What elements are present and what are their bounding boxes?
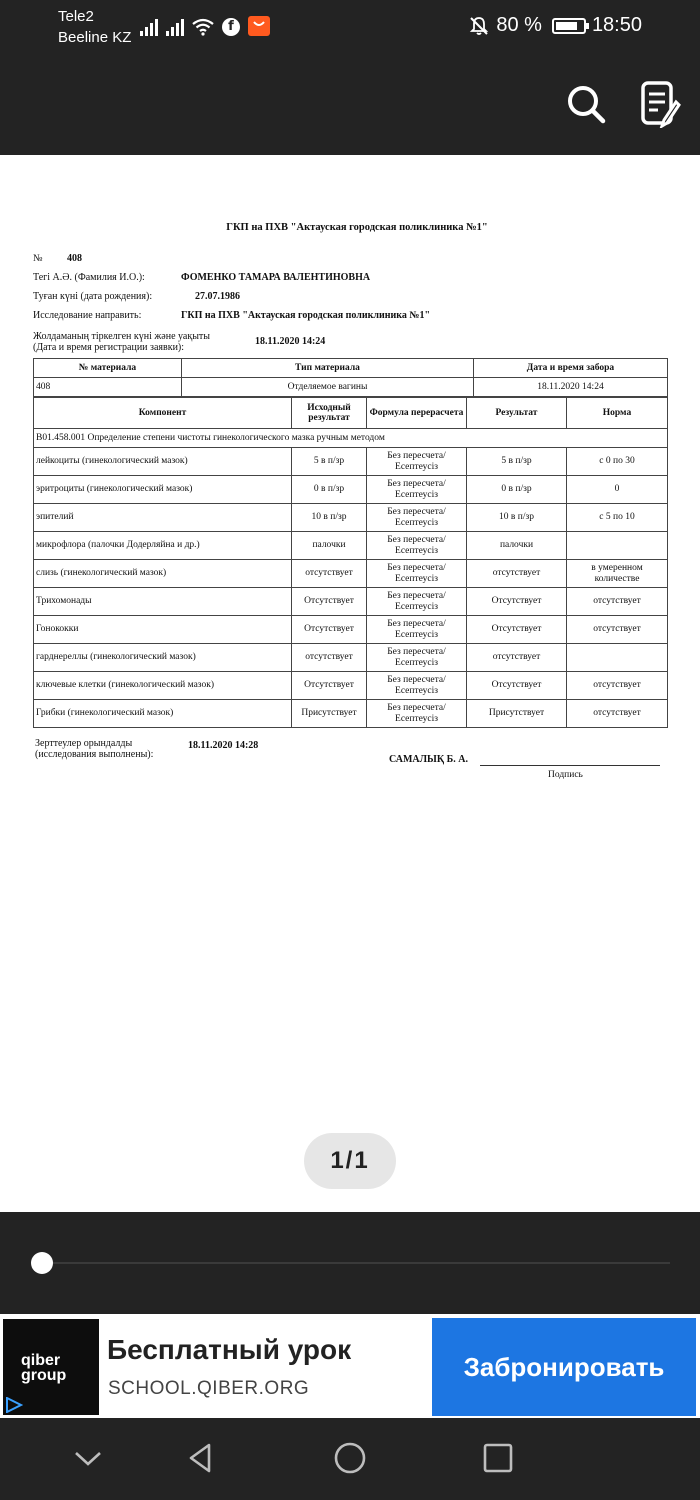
number-row [33, 253, 667, 272]
logo-line-2: group [21, 1367, 67, 1384]
clock: 18:50 [591, 14, 642, 36]
birth-row [33, 291, 667, 310]
results-header-row [34, 398, 668, 429]
material-type: Отделяемое вагины [182, 378, 474, 397]
results-header-cell: Формула перерасчета [367, 398, 467, 429]
material-header-cell: Дата и время забора [474, 359, 668, 378]
result-row [34, 448, 668, 476]
logo-text [21, 1353, 66, 1383]
scrub-track[interactable] [42, 1262, 670, 1264]
ad-title[interactable]: Бесплатный урок [107, 1334, 352, 1365]
registration-label [33, 331, 255, 353]
results-header-cell: Компонент [34, 398, 292, 429]
initial-result-cell: Отсутствует [292, 672, 367, 700]
signature-line [480, 765, 660, 766]
report-footer [33, 736, 667, 786]
norm-cell: отсутствует [567, 588, 668, 616]
page-scrubber [0, 1212, 700, 1314]
referral-row [33, 310, 667, 329]
material-date: 18.11.2020 14:24 [474, 378, 668, 397]
component-cell: Трихомонады [34, 588, 292, 616]
component-cell: Грибки (гинекологический мазок) [34, 700, 292, 728]
edit-document-icon[interactable] [638, 80, 682, 128]
norm-cell [567, 532, 668, 560]
page-indicator: 1/1 [304, 1133, 396, 1189]
result-row [34, 672, 668, 700]
initial-result-cell: Отсутствует [292, 616, 367, 644]
signature-label: Подпись [548, 770, 583, 780]
result-row [34, 476, 668, 504]
result-row [34, 560, 668, 588]
adchoices-icon[interactable] [5, 1397, 23, 1413]
norm-cell: отсутствует [567, 616, 668, 644]
formula-cell: Без пересчета/ Есептеусіз [367, 476, 467, 504]
formula-cell: Без пересчета/ Есептеусіз [367, 672, 467, 700]
clinic-title: ГКП на ПХВ "Актауская городская поликлиника №1" [226, 222, 488, 233]
carrier-info [58, 6, 131, 48]
battery-fill [556, 22, 577, 30]
results-header-cell: Исходный результат [292, 398, 367, 429]
material-header-cell: Тип материала [182, 359, 474, 378]
result-cell: Отсутствует [467, 672, 567, 700]
facebook-icon: f [222, 18, 240, 36]
registration-label-1: Жолдаманың тіркелген күні және уақыты [33, 331, 211, 342]
status-icons [140, 16, 270, 36]
search-icon[interactable] [564, 80, 608, 128]
result-cell: Отсутствует [467, 588, 567, 616]
birth-label: Туған күні (дата рождения): [33, 291, 153, 302]
component-cell: ключевые клетки (гинекологический мазок) [34, 672, 292, 700]
battery-icon [552, 18, 586, 34]
material-number: 408 [34, 378, 182, 397]
patient-name: ФОМЕНКО ТАМАРА ВАЛЕНТИНОВНА [181, 272, 371, 283]
formula-cell: Без пересчета/ Есептеусіз [367, 588, 467, 616]
formula-cell: Без пересчета/ Есептеусіз [367, 644, 467, 672]
recents-icon[interactable] [480, 1440, 516, 1476]
initial-result-cell: Присутствует [292, 700, 367, 728]
scrub-thumb[interactable] [31, 1252, 53, 1274]
carrier-2: Beeline KZ [58, 29, 132, 46]
formula-cell: Без пересчета/ Есептеусіз [367, 448, 467, 476]
formula-cell: Без пересчета/ Есептеусіз [367, 504, 467, 532]
registration-label-2: (Дата и время регистрации заявки): [33, 342, 185, 353]
formula-cell: Без пересчета/ Есептеусіз [367, 532, 467, 560]
ad-url[interactable]: SCHOOL.QIBER.ORG [108, 1378, 310, 1399]
result-row [34, 616, 668, 644]
norm-cell: отсутствует [567, 700, 668, 728]
result-cell: 5 в п/зр [467, 448, 567, 476]
result-cell: палочки [467, 532, 567, 560]
signal-icon-2 [166, 18, 184, 36]
result-row [34, 588, 668, 616]
advertiser-logo[interactable] [3, 1319, 99, 1415]
material-table [33, 358, 668, 397]
norm-cell [567, 644, 668, 672]
norm-cell: с 0 по 30 [567, 448, 668, 476]
completed-label-1: Зерттеулер орындалды [35, 738, 133, 749]
completed-label-2: (исследования выполнены): [35, 749, 154, 760]
material-header-cell: № материала [34, 359, 182, 378]
number-value: 408 [67, 253, 82, 264]
results-table [33, 397, 668, 728]
name-row [33, 272, 667, 291]
chevron-down-icon[interactable] [70, 1440, 106, 1476]
result-cell: 10 в п/зр [467, 504, 567, 532]
number-label: № [33, 253, 43, 264]
wifi-icon [192, 18, 214, 36]
formula-cell: Без пересчета/ Есептеусіз [367, 560, 467, 588]
initial-result-cell: отсутствует [292, 560, 367, 588]
initial-result-cell: палочки [292, 532, 367, 560]
referral-label: Исследование направить: [33, 310, 142, 321]
battery-level: 80 % [496, 14, 542, 36]
initial-result-cell: 10 в п/зр [292, 504, 367, 532]
name-label: Тегі А.Ә. (Фамилия И.О.): [33, 272, 145, 283]
results-header-cell: Норма [567, 398, 668, 429]
book-button[interactable]: Забронировать [432, 1318, 696, 1416]
results-header-cell: Результат [467, 398, 567, 429]
norm-cell: 0 [567, 476, 668, 504]
initial-result-cell: Отсутствует [292, 588, 367, 616]
component-cell: лейкоциты (гинекологический мазок) [34, 448, 292, 476]
status-right [468, 14, 642, 37]
result-row [34, 700, 668, 728]
system-nav-bar [0, 1418, 700, 1500]
result-cell: отсутствует [467, 644, 567, 672]
formula-cell: Без пересчета/ Есептеусіз [367, 616, 467, 644]
ad-banner[interactable] [0, 1314, 700, 1418]
section-row [34, 429, 668, 448]
completed-label [35, 738, 153, 760]
back-icon[interactable] [182, 1440, 218, 1476]
component-cell: эритроциты (гинекологический мазок) [34, 476, 292, 504]
initial-result-cell: 5 в п/зр [292, 448, 367, 476]
toolbar-actions [564, 80, 682, 128]
top-app-bar [0, 0, 700, 155]
muted-bell-icon [468, 15, 490, 37]
norm-cell: отсутствует [567, 672, 668, 700]
component-cell: гарднереллы (гинекологический мазок) [34, 644, 292, 672]
material-header-row [34, 359, 668, 378]
signal-icon-1 [140, 18, 158, 36]
component-cell: слизь (гинекологический мазок) [34, 560, 292, 588]
result-row [34, 504, 668, 532]
result-row [34, 532, 668, 560]
formula-cell: Без пересчета/ Есептеусіз [367, 700, 467, 728]
lab-report-document [33, 222, 667, 786]
component-cell: эпителий [34, 504, 292, 532]
initial-result-cell: 0 в п/зр [292, 476, 367, 504]
signer-name: САМАЛЫҚ Б. А. [389, 754, 468, 765]
norm-cell: в умеренном количестве [567, 560, 668, 588]
referral-value: ГКП на ПХВ "Актауская городская поликлиника №1" [181, 310, 430, 321]
section-title: B01.458.001 Определение степени чистоты гинекологического мазка ручным методом [34, 429, 668, 448]
result-row [34, 644, 668, 672]
component-cell: микрофлора (палочки Додерляйна и др.) [34, 532, 292, 560]
component-cell: Гонококки [34, 616, 292, 644]
norm-cell: с 5 по 10 [567, 504, 668, 532]
registration-value: 18.11.2020 14:24 [255, 336, 326, 347]
result-cell: Присутствует [467, 700, 567, 728]
birth-date: 27.07.1986 [195, 291, 240, 302]
completed-value: 18.11.2020 14:28 [188, 740, 259, 751]
initial-result-cell: отсутствует [292, 644, 367, 672]
registration-row [33, 331, 667, 353]
carrier-1: Tele2 [58, 8, 94, 25]
home-icon[interactable] [332, 1440, 368, 1476]
logo-line-1: qiber [21, 1352, 61, 1369]
result-cell: 0 в п/зр [467, 476, 567, 504]
aliexpress-icon [248, 16, 270, 36]
result-cell: отсутствует [467, 560, 567, 588]
material-row [34, 378, 668, 397]
result-cell: Отсутствует [467, 616, 567, 644]
